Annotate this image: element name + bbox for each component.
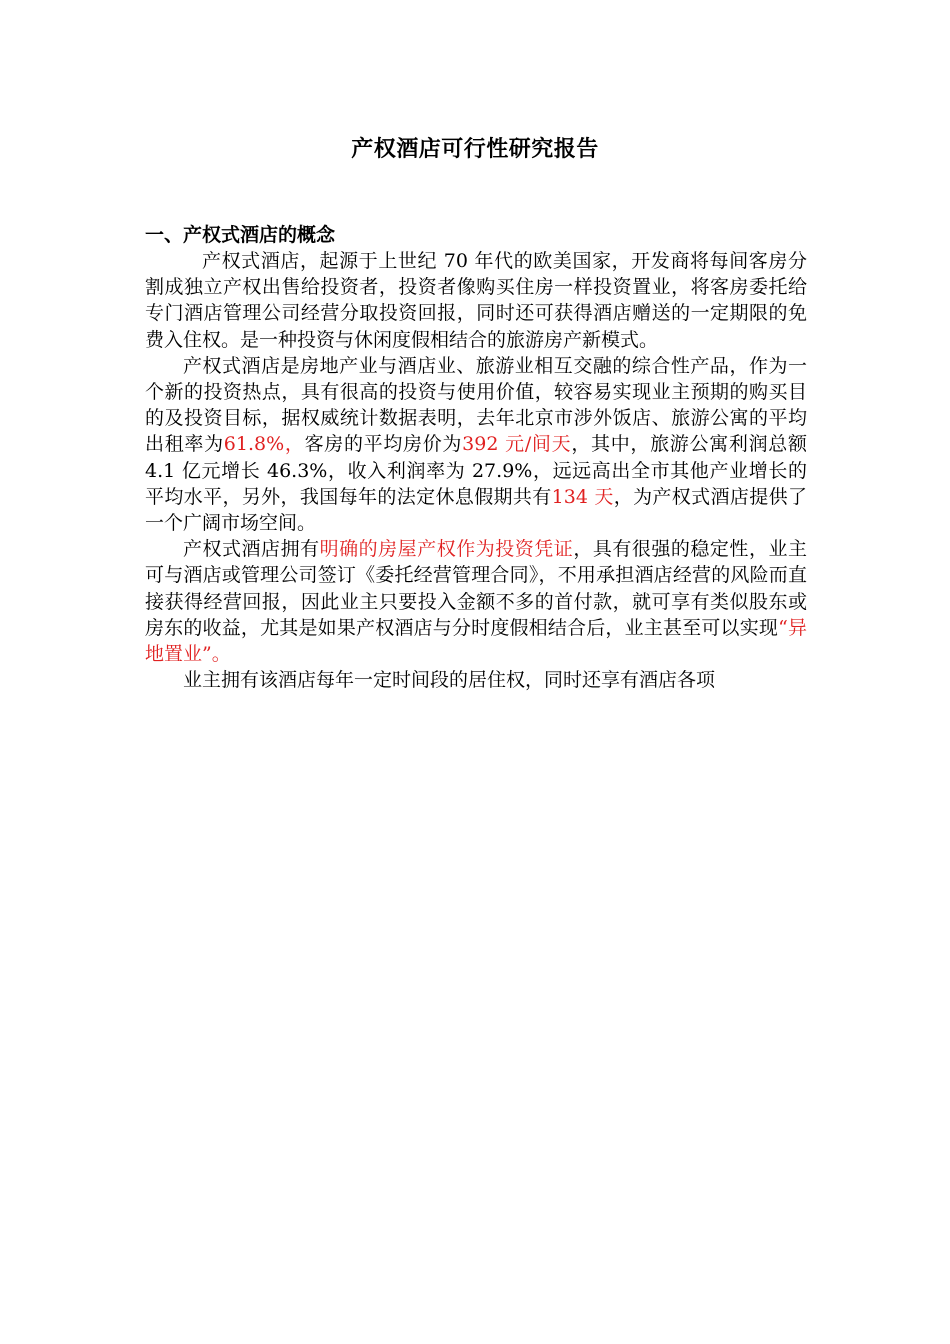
- market-data-text-3: ，其中，旅游公寓利润总额 4.1 亿元增长 46.3%，收入利润率为 27.9%，远远高出全市其他产业增长的平均水平，另外，我国每年的法定休息假期共有: [145, 433, 807, 508]
- holiday-days-highlight: 134 天: [551, 485, 614, 508]
- document-body: [145, 222, 807, 693]
- paragraph-definition: 产权式酒店，起源于上世纪 70 年代的欧美国家，开发商将每间客房分割成独立产权出售给投资者，投资者像购买住房一样投资置业，将客房委托给专门酒店管理公司经营分取投资回报，同时还可获得酒店赠送的一定期限的免费入住权。是一种投资与休闲度假相结合的旅游房产新模式。: [145, 250, 807, 351]
- remote-property-highlight: “异地置业”。: [145, 616, 807, 666]
- market-data-text-1: 产权式酒店是房地产业与酒店业、旅游业相互交融的综合性产品，作为一个新的投资热点，具有很高的投资与使用价值，较容易实现业主预期的购买目的及投资目标，据权威统计数据表明，去年北京市涉外饭店、旅游公寓的平均出租率为: [145, 354, 807, 456]
- market-data-text-4: ，为产权式酒店提供了一个广阔市场空间。: [145, 485, 807, 535]
- room-price-highlight: 392 元/间天: [462, 433, 572, 456]
- document-title: 产权酒店可行性研究报告: [351, 137, 599, 162]
- section-heading: 一、产权式酒店的概念: [145, 224, 336, 246]
- market-data-text-2: 客房的平均房价为: [304, 433, 463, 456]
- paragraph-market-data: [145, 353, 807, 536]
- paragraph-residence-right: 业主拥有该酒店每年一定时间段的居住权，同时还享有酒店各项: [183, 669, 716, 692]
- occupancy-rate-highlight: 61.8%，: [223, 433, 305, 456]
- paragraph-ownership: [145, 536, 807, 667]
- ownership-text-1: 产权式酒店拥有: [183, 538, 320, 561]
- property-right-highlight: 明确的房屋产权作为投资凭证: [319, 538, 574, 561]
- ownership-text-2: ，具有很强的稳定性，业主可与酒店或管理公司签订《委托经营管理合同》，不用承担酒店经营的风险而直接获得经营回报，因此业主只要投入金额不多的首付款，就可享有类似股东或房东的收益，尤其是如果产权酒店与分时度假相结合后，业主甚至可以实现: [145, 538, 807, 639]
